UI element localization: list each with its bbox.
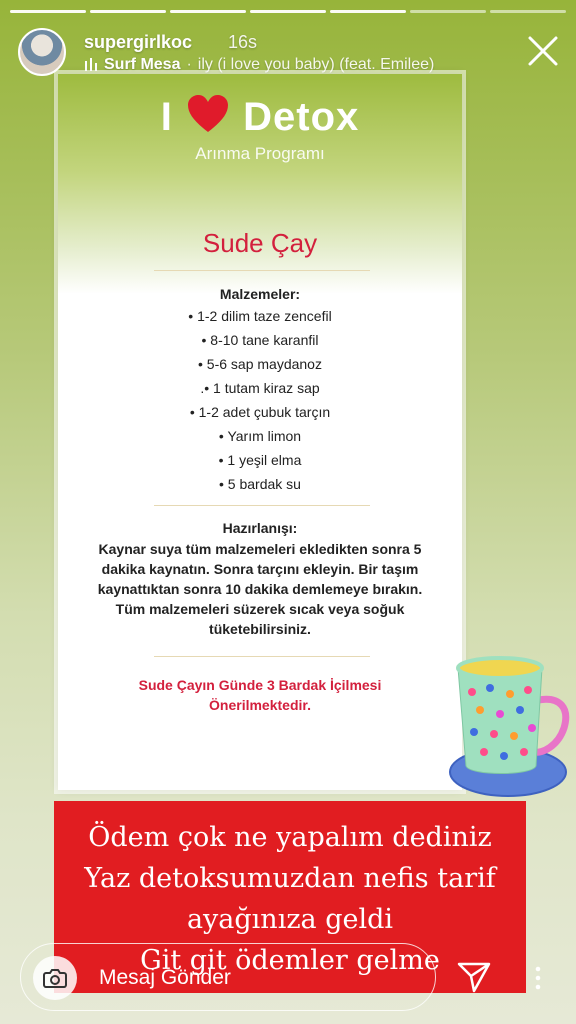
- ingredients-list: [58, 304, 462, 496]
- divider: [154, 656, 370, 657]
- story-progress: [10, 10, 566, 13]
- caption-line: Yaz detoksumuzdan nefis tarif: [84, 863, 496, 894]
- recommendation-note: Sude Çayın Günde 3 Bardak İçilmesi Önerilmektedir.: [138, 677, 382, 713]
- avatar[interactable]: [18, 28, 66, 76]
- username[interactable]: supergirlkoc: [84, 32, 193, 52]
- logo-word: Detox: [243, 95, 360, 139]
- music-bars-icon: [84, 58, 98, 72]
- preparation-heading: Hazırlanışı:: [222, 520, 298, 536]
- ingredient-item: • Yarım limon: [218, 428, 302, 444]
- music-info[interactable]: [84, 56, 434, 74]
- logo-letter: I: [160, 95, 173, 139]
- ingredient-item: • 1-2 dilim taze zencefil: [188, 308, 332, 324]
- music-artist: Surf Mesa: [104, 56, 181, 73]
- progress-segment: [250, 10, 326, 13]
- progress-segment: [170, 10, 246, 13]
- detox-logo: [58, 94, 462, 140]
- progress-segment: [490, 10, 566, 13]
- preparation-text: Kaynar suya tüm malzemeleri ekledikten sonra 5 dakika kaynatın. Sonra tarçını ekleyin. Bir taşım kaynattıktan sonra 10 dakika demlemeye bırakın. Tüm malzemeleri süzerek sıcak veya soğuk tüketebilirsiniz.: [97, 541, 423, 637]
- progress-segment: [410, 10, 486, 13]
- caption-line: Ödem çok ne yapalım dediniz: [88, 822, 492, 853]
- ingredient-item: • 1 yeşil elma: [218, 452, 302, 468]
- more-options-button[interactable]: [528, 966, 548, 990]
- ingredient-item: .• 1 tutam kiraz sap: [200, 380, 320, 396]
- music-song: ily (i love you baby) (feat. Emilee): [197, 56, 435, 73]
- story-header: [18, 28, 560, 80]
- ingredient-item: • 1-2 adet çubuk tarçın: [189, 404, 331, 420]
- send-button[interactable]: [456, 960, 492, 994]
- message-input[interactable]: [99, 964, 399, 992]
- progress-segment: [330, 10, 406, 13]
- progress-segment: [10, 10, 86, 13]
- recipe-title: Sude Çay: [202, 228, 318, 258]
- more-vertical-icon: [528, 966, 548, 990]
- close-icon: [526, 34, 560, 68]
- ingredient-item: • 5 bardak su: [219, 476, 301, 492]
- mug-sticker[interactable]: [438, 648, 570, 802]
- music-separator: ·: [186, 56, 192, 73]
- recipe-card: [58, 74, 462, 790]
- send-icon: [456, 960, 492, 994]
- ingredients-heading: Malzemeler:: [219, 286, 301, 302]
- heart-icon: [187, 94, 229, 134]
- message-bar: [20, 943, 436, 1011]
- story-time: 16s: [228, 32, 258, 52]
- program-subtitle: Arınma Programı: [195, 144, 325, 163]
- divider: [154, 505, 370, 506]
- close-button[interactable]: [526, 34, 560, 68]
- camera-icon: [43, 968, 67, 988]
- divider: [154, 270, 370, 271]
- camera-button[interactable]: [33, 956, 77, 1000]
- ingredient-item: • 5-6 sap maydanoz: [198, 356, 322, 372]
- ingredient-item: • 8-10 tane karanfil: [201, 332, 319, 348]
- caption-line: ayağınıza geldi: [186, 904, 394, 935]
- progress-segment: [90, 10, 166, 13]
- caption-line: Git git ödemler gelme: [140, 945, 440, 976]
